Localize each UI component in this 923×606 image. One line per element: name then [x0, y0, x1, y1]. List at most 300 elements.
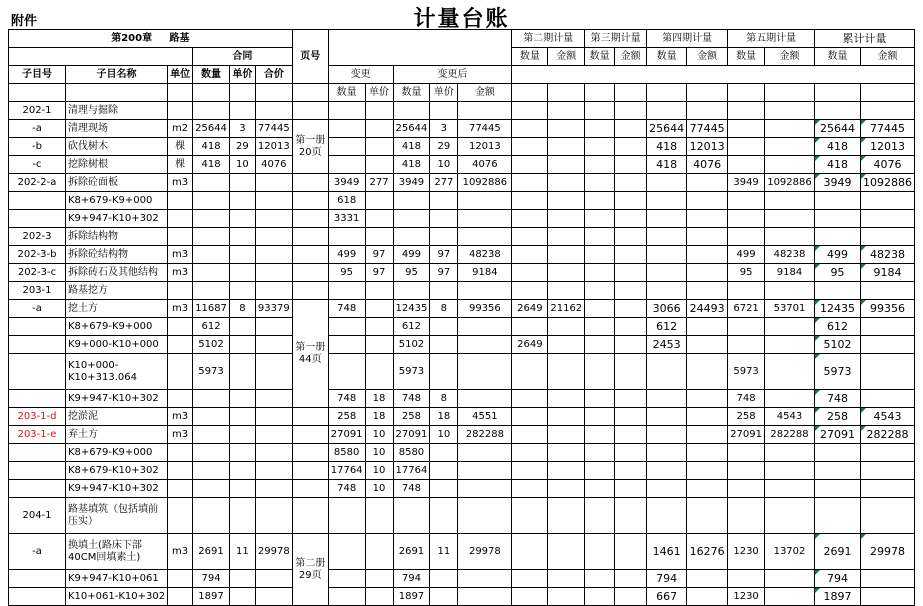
change-price: [365, 102, 393, 120]
p2-qty: [512, 498, 548, 534]
item-no: -a: [9, 300, 66, 318]
item-name: 挖除树根: [66, 156, 168, 174]
after-qty: [393, 228, 430, 246]
contract-total: [255, 588, 292, 606]
change-price: [365, 228, 393, 246]
p3-amount: [615, 192, 647, 210]
p3-amount: [615, 174, 647, 192]
p2-qty: [512, 354, 548, 390]
change-price: [365, 120, 393, 138]
page-ref-blank: [292, 192, 328, 210]
item-name: K9+000-K10+000: [66, 336, 168, 354]
p2-qty: [512, 264, 548, 282]
table-row: [9, 228, 915, 246]
p4-amount: 16276: [687, 534, 728, 570]
p5-amount: 48238: [764, 246, 814, 264]
item-name: 挖土方: [66, 300, 168, 318]
p3-amount: [615, 228, 647, 246]
p3-amount: [615, 570, 647, 588]
unit: [168, 588, 193, 606]
cum-qty: 499: [814, 246, 860, 264]
contract-price: 8: [229, 300, 255, 318]
item-no: 202-3-b: [9, 246, 66, 264]
p5-qty: [728, 336, 765, 354]
p2-amount: [548, 318, 585, 336]
change-qty: [328, 570, 365, 588]
p4-amount: [687, 246, 728, 264]
p4-qty: [647, 354, 687, 390]
p3-amount: [615, 462, 647, 480]
sub-blank: [229, 84, 255, 102]
change-price: 97: [365, 264, 393, 282]
change-price: 10: [365, 444, 393, 462]
item-no: -b: [9, 138, 66, 156]
cum-qty: 418: [814, 138, 860, 156]
p5-amount: [764, 210, 814, 228]
table-row: [9, 210, 915, 228]
cum-qty: 5973: [814, 354, 860, 390]
cum-amount: 48238: [860, 246, 914, 264]
p2-qty: [512, 480, 548, 498]
after-qty: [393, 498, 430, 534]
table-row: [9, 336, 915, 354]
p4-amount: [687, 462, 728, 480]
contract-qty: 418: [193, 138, 230, 156]
contract-qty-header: 数量: [193, 66, 230, 84]
p2-qty: [512, 138, 548, 156]
p2-amount: [548, 156, 585, 174]
item-name: K10+061-K10+302: [66, 588, 168, 606]
after-amount: [458, 462, 512, 480]
contract-price: [229, 174, 255, 192]
after-amount: 48238: [458, 246, 512, 264]
contract-price: [229, 588, 255, 606]
after-qty: [393, 192, 430, 210]
after-amount: [458, 210, 512, 228]
header-row-4: [9, 84, 915, 102]
p2-amount: [548, 408, 585, 426]
p4-amount: [687, 588, 728, 606]
p5-amount: [764, 588, 814, 606]
table-row: [9, 174, 915, 192]
sub-blank: [292, 84, 328, 102]
p5-amount: [764, 282, 814, 300]
cum-amount: [860, 444, 914, 462]
contract-qty: [193, 462, 230, 480]
p3-qty: [585, 408, 615, 426]
p5-qty: 5973: [728, 354, 765, 390]
change-price: [365, 498, 393, 534]
p4-qty: [647, 192, 687, 210]
change-qty: [328, 498, 365, 534]
p5-amount: 4543: [764, 408, 814, 426]
sub-blank: [255, 84, 292, 102]
table-row: [9, 426, 915, 444]
cum-amount: 12013: [860, 138, 914, 156]
p2-amount: [548, 336, 585, 354]
after-price: 3: [430, 120, 458, 138]
p2-qty: [512, 192, 548, 210]
change-qty: 748: [328, 480, 365, 498]
cum-qty: [814, 498, 860, 534]
p2-qty: [512, 210, 548, 228]
contract-price: 11: [229, 534, 255, 570]
cum-qty: 5102: [814, 336, 860, 354]
after-price: [430, 228, 458, 246]
p4-amount: [687, 426, 728, 444]
contract-price: 3: [229, 120, 255, 138]
cum-qty: 27091: [814, 426, 860, 444]
item-no: [9, 462, 66, 480]
contract-qty: 25644: [193, 120, 230, 138]
contract-qty: [193, 498, 230, 534]
contract-price: [229, 336, 255, 354]
cum-qty: [814, 480, 860, 498]
item-name: 拆除砼面板: [66, 174, 168, 192]
ledger-table: [8, 29, 915, 606]
page-ref-blank: [292, 498, 328, 534]
change-qty: [328, 228, 365, 246]
sub-blank: [66, 84, 168, 102]
page-ref-blank: [292, 174, 328, 192]
p3-amount: [615, 246, 647, 264]
p3-qty: [585, 282, 615, 300]
change-price: [365, 138, 393, 156]
contract-price: [229, 318, 255, 336]
item-no: 202-3: [9, 228, 66, 246]
unit: m2: [168, 120, 193, 138]
p4-qty: [647, 264, 687, 282]
change-price-header: 单价: [365, 84, 393, 102]
after-amount: [458, 390, 512, 408]
p3-amount: [615, 588, 647, 606]
after-qty-header: 数量: [393, 84, 430, 102]
p3-amount: [615, 264, 647, 282]
p5-amount: [764, 390, 814, 408]
unit: [168, 228, 193, 246]
contract-qty: 11687: [193, 300, 230, 318]
sub-blank: [9, 84, 66, 102]
p4-qty: 1461: [647, 534, 687, 570]
contract-qty: [193, 282, 230, 300]
p2-qty: [512, 120, 548, 138]
p5-amount: [764, 462, 814, 480]
contract-price: [229, 390, 255, 408]
p2-qty: [512, 246, 548, 264]
after-amount: [458, 354, 512, 390]
cum-amount: [860, 570, 914, 588]
item-name: K9+947-K10+302: [66, 480, 168, 498]
change-qty: 499: [328, 246, 365, 264]
p2-amount: [548, 480, 585, 498]
after-price: 8: [430, 390, 458, 408]
p5-qty: 1230: [728, 534, 765, 570]
p5-amount: [764, 192, 814, 210]
after-amount: [458, 192, 512, 210]
cum-qty-header: 数量: [814, 48, 860, 66]
table-row: [9, 390, 915, 408]
contract-qty: [193, 102, 230, 120]
unit: m3: [168, 534, 193, 570]
p4-amount: [687, 444, 728, 462]
p5-qty: [728, 138, 765, 156]
change-qty: 748: [328, 390, 365, 408]
after-price: 97: [430, 264, 458, 282]
p2-amount: [548, 498, 585, 534]
header-row-1: [9, 30, 915, 48]
cum-qty: [814, 462, 860, 480]
change-qty: [328, 120, 365, 138]
contract-qty: 5102: [193, 336, 230, 354]
p3-amount: [615, 534, 647, 570]
table-row: [9, 408, 915, 426]
p4-qty: [647, 246, 687, 264]
p4-amount: [687, 318, 728, 336]
cum-amount: 4076: [860, 156, 914, 174]
contract-total: [255, 282, 292, 300]
cum-qty: [814, 228, 860, 246]
item-no: 204-1: [9, 498, 66, 534]
unit: m3: [168, 264, 193, 282]
p5-amount: [764, 120, 814, 138]
change-qty: [328, 102, 365, 120]
change-qty: 618: [328, 192, 365, 210]
p3-amount: [615, 444, 647, 462]
p4-qty: [647, 408, 687, 426]
after-qty: 95: [393, 264, 430, 282]
sub-blank: [585, 84, 615, 102]
chapter-cell: [9, 30, 293, 48]
page-ref-blank: [292, 426, 328, 444]
sub-blank: [512, 84, 548, 102]
p2-amount: [548, 138, 585, 156]
cum-qty: 95: [814, 264, 860, 282]
cum-qty: 612: [814, 318, 860, 336]
p3-qty: [585, 246, 615, 264]
cum-amount: [860, 228, 914, 246]
contract-total: 93379: [255, 300, 292, 318]
cum-amount: [860, 192, 914, 210]
p5-amount: [764, 444, 814, 462]
unit: [168, 498, 193, 534]
item-name: 路基填筑（包括填前压实）: [66, 498, 168, 534]
sub-blank: [687, 84, 728, 102]
contract-qty: [193, 390, 230, 408]
p5-header: 第五期计量: [728, 30, 815, 48]
after-qty: 748: [393, 480, 430, 498]
p4-qty: [647, 444, 687, 462]
item-name: K9+947-K10+302: [66, 210, 168, 228]
p2-amount: [548, 246, 585, 264]
contract-total: [255, 570, 292, 588]
after-amount: 1092886: [458, 174, 512, 192]
p4-amount: [687, 390, 728, 408]
after-price: [430, 498, 458, 534]
contract-total: [255, 318, 292, 336]
p2-qty: [512, 102, 548, 120]
p4-qty: [647, 480, 687, 498]
change-price: 10: [365, 462, 393, 480]
contract-total: [255, 444, 292, 462]
contract-total: [255, 174, 292, 192]
p2-amount: [548, 390, 585, 408]
after-price-header: 单价: [430, 84, 458, 102]
cum-qty: 418: [814, 156, 860, 174]
sub-blank: [860, 84, 914, 102]
after-price: [430, 336, 458, 354]
after-qty: 418: [393, 156, 430, 174]
after-price: 10: [430, 156, 458, 174]
contract-price: [229, 102, 255, 120]
unit: [168, 390, 193, 408]
p4-amount: [687, 408, 728, 426]
p2-qty-header: 数量: [512, 48, 548, 66]
p2-qty: 2649: [512, 336, 548, 354]
unit: [168, 102, 193, 120]
item-name: 路基挖方: [66, 282, 168, 300]
p3-amount: [615, 300, 647, 318]
after-qty: 3949: [393, 174, 430, 192]
after-amount: 9184: [458, 264, 512, 282]
p2-amount: [548, 210, 585, 228]
p3-amount: [615, 318, 647, 336]
item-name: K8+679-K9+000: [66, 192, 168, 210]
p5-qty: [728, 282, 765, 300]
table-row: [9, 462, 915, 480]
p2-qty: [512, 588, 548, 606]
cum-amount: [860, 498, 914, 534]
cum-qty: 25644: [814, 120, 860, 138]
change-qty: [328, 354, 365, 390]
p2-amount: [548, 228, 585, 246]
change-price: [365, 282, 393, 300]
p5-amount: [764, 102, 814, 120]
attachment-label: 附件: [11, 14, 38, 29]
p3-qty: [585, 138, 615, 156]
contract-qty: 794: [193, 570, 230, 588]
chapter-label: 第200章: [111, 32, 153, 44]
after-qty: 1897: [393, 588, 430, 606]
cum-qty: 2691: [814, 534, 860, 570]
p3-qty: [585, 174, 615, 192]
p2-amount: [548, 192, 585, 210]
p5-qty: 6721: [728, 300, 765, 318]
cum-qty: [814, 444, 860, 462]
item-no: [9, 192, 66, 210]
after-price: 10: [430, 426, 458, 444]
after-qty: 499: [393, 246, 430, 264]
after-qty: [393, 102, 430, 120]
cum-amount: 1092886: [860, 174, 914, 192]
item-no: -c: [9, 156, 66, 174]
header-row-3: [9, 66, 915, 84]
after-amount: [458, 498, 512, 534]
p4-qty: 418: [647, 138, 687, 156]
sub-blank: [814, 84, 860, 102]
p4-qty: 667: [647, 588, 687, 606]
after-amount: 12013: [458, 138, 512, 156]
after-qty: 794: [393, 570, 430, 588]
p4-header: 第四期计量: [647, 30, 728, 48]
change-price: [365, 318, 393, 336]
contract-qty: 418: [193, 156, 230, 174]
p2-qty: [512, 318, 548, 336]
after-qty: 748: [393, 390, 430, 408]
p2-amount: [548, 570, 585, 588]
contract-total: 77445: [255, 120, 292, 138]
cum-qty: [814, 282, 860, 300]
cum-qty: 12435: [814, 300, 860, 318]
item-name: 砍伐树木: [66, 138, 168, 156]
table-row: [9, 498, 915, 534]
p3-qty: [585, 120, 615, 138]
p3-amount: [615, 210, 647, 228]
p2-amount: [548, 264, 585, 282]
after-price: [430, 192, 458, 210]
after-price: [430, 210, 458, 228]
change-price: [365, 210, 393, 228]
page-ref-blank: [292, 210, 328, 228]
change-price: [365, 300, 393, 318]
p2-qty: [512, 534, 548, 570]
table-row: [9, 282, 915, 300]
unit: m3: [168, 300, 193, 318]
item-no: 203-1: [9, 282, 66, 300]
contract-qty: [193, 264, 230, 282]
change-price: 10: [365, 426, 393, 444]
page-ref-blank: [292, 462, 328, 480]
cum-amount: [860, 480, 914, 498]
after-price: [430, 444, 458, 462]
contract-total: [255, 480, 292, 498]
contract-price: [229, 444, 255, 462]
p3-qty: [585, 480, 615, 498]
p3-qty: [585, 210, 615, 228]
p5-qty: 95: [728, 264, 765, 282]
contract-qty: [193, 246, 230, 264]
after-amount: 77445: [458, 120, 512, 138]
p5-qty: [728, 192, 765, 210]
change-qty: 8580: [328, 444, 365, 462]
cum-amount: [860, 102, 914, 120]
table-row: [9, 264, 915, 282]
unit: [168, 192, 193, 210]
after-amount: [458, 480, 512, 498]
change-price: 10: [365, 480, 393, 498]
contract-price: [229, 192, 255, 210]
contract-qty: 612: [193, 318, 230, 336]
p3-amount: [615, 390, 647, 408]
page-ref-blank: [292, 282, 328, 300]
after-price: 8: [430, 300, 458, 318]
page-header-cell: 页号: [292, 30, 328, 84]
p5-qty: [728, 228, 765, 246]
change-qty: [328, 138, 365, 156]
item-name: K8+679-K9+000: [66, 318, 168, 336]
contract-price: [229, 246, 255, 264]
change-qty-header: 数量: [328, 84, 365, 102]
item-no: 203-1-d: [9, 408, 66, 426]
item-no: [9, 210, 66, 228]
p4-amount: 12013: [687, 138, 728, 156]
item-no: [9, 588, 66, 606]
item-name-header: 子目名称: [66, 66, 168, 84]
period-blank: [512, 66, 915, 84]
item-name: K9+947-K10+302: [66, 390, 168, 408]
change-price: [365, 534, 393, 570]
contract-qty: 5973: [193, 354, 230, 390]
p4-amount: 4076: [687, 156, 728, 174]
